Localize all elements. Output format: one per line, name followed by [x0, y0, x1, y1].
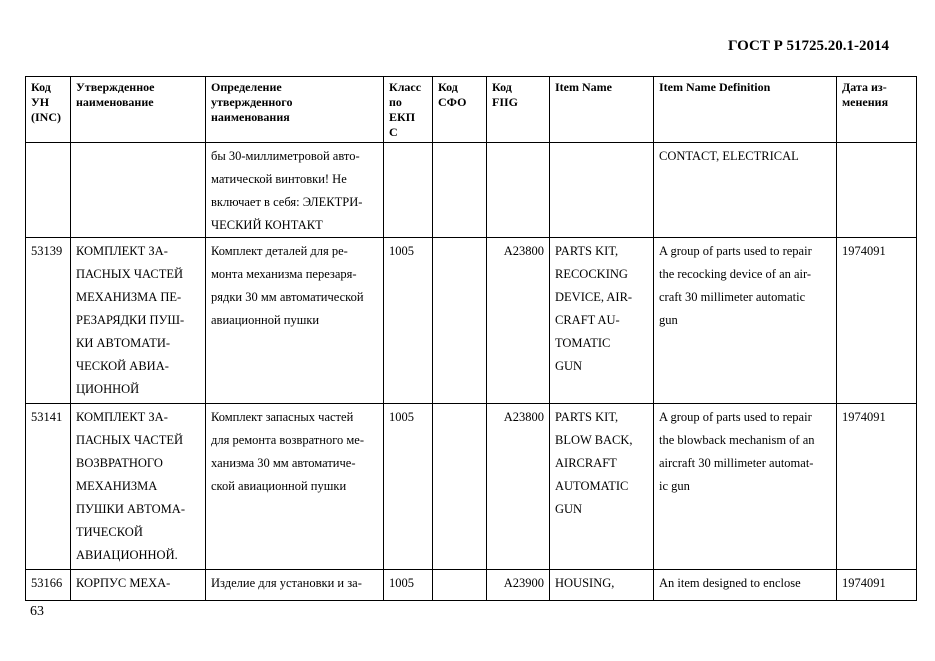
cell-inc: 53139: [26, 238, 71, 404]
cell-sfo: [433, 238, 487, 404]
cell-item-definition: CONTACT, ELECTRICAL: [654, 143, 837, 238]
cell-sfo: [433, 143, 487, 238]
cell-class: 1005: [384, 570, 433, 601]
cell-inc: [26, 143, 71, 238]
cell-item-definition: A group of parts used to repair the recocking device of an air- craft 30 millimeter automatic gun: [654, 238, 837, 404]
table-row: [26, 238, 917, 404]
column-header-definition-ru: Определение утвержденного наименования: [206, 77, 384, 143]
cell-item-definition: A group of parts used to repair the blowback mechanism of an aircraft 30 millimeter automat- ic gun: [654, 404, 837, 570]
table-row: [26, 404, 917, 570]
column-header-class: Класс по ЕКП С: [384, 77, 433, 143]
cell-name-ru: КОРПУС МЕХА-: [71, 570, 206, 601]
column-header-fiig: Код FIIG: [487, 77, 550, 143]
cell-name-ru: [71, 143, 206, 238]
cell-item-name: PARTS KIT, BLOW BACK, AIRCRAFT AUTOMATIC GUN: [550, 404, 654, 570]
cell-fiig: A23800: [487, 404, 550, 570]
cell-item-name: PARTS KIT, RECOCKING DEVICE, AIR- CRAFT AU- TOMATIC GUN: [550, 238, 654, 404]
cell-fiig: [487, 143, 550, 238]
column-header-sfo: Код СФО: [433, 77, 487, 143]
page-number: 63: [30, 604, 44, 619]
column-header-item-name: Item Name: [550, 77, 654, 143]
table-row: [26, 143, 917, 238]
cell-sfo: [433, 570, 487, 601]
cell-definition-ru: Комплект деталей для ре- монта механизма перезаря- рядки 30 мм автоматической авиационной пушки: [206, 238, 384, 404]
header-row: [26, 77, 917, 143]
cell-name-ru: КОМПЛЕКТ ЗА- ПАСНЫХ ЧАСТЕЙ ВОЗВРАТНОГО МЕХАНИЗМА ПУШКИ АВТОМА- ТИЧЕСКОЙ АВИАЦИОННОЙ.: [71, 404, 206, 570]
nomenclature-table: [25, 76, 917, 601]
cell-date: 1974091: [837, 404, 917, 570]
column-header-item-definition: Item Name Definition: [654, 77, 837, 143]
cell-inc: 53166: [26, 570, 71, 601]
cell-date: [837, 143, 917, 238]
cell-item-name: HOUSING,: [550, 570, 654, 601]
cell-item-definition: An item designed to enclose: [654, 570, 837, 601]
table-row: [26, 570, 917, 601]
cell-name-ru: КОМПЛЕКТ ЗА- ПАСНЫХ ЧАСТЕЙ МЕХАНИЗМА ПЕ- РЕЗАРЯДКИ ПУШ- КИ АВТОМАТИ- ЧЕСКОЙ АВИА- ЦИОННОЙ: [71, 238, 206, 404]
document-code: ГОСТ Р 51725.20.1-2014: [727, 38, 889, 54]
cell-sfo: [433, 404, 487, 570]
cell-class: 1005: [384, 404, 433, 570]
cell-fiig: A23800: [487, 238, 550, 404]
cell-class: 1005: [384, 238, 433, 404]
cell-definition-ru: Изделие для установки и за-: [206, 570, 384, 601]
cell-definition-ru: бы 30-миллиметровой авто- матической винтовки! Не включает в себя: ЭЛЕКТРИ- ЧЕСКИЙ КОНТАКТ: [206, 143, 384, 238]
cell-date: 1974091: [837, 570, 917, 601]
cell-definition-ru: Комплект запасных частей для ремонта возвратного ме- ханизма 30 мм автоматиче- ской авиационной пушки: [206, 404, 384, 570]
column-header-inc: Код УН (INC): [26, 77, 71, 143]
cell-date: 1974091: [837, 238, 917, 404]
cell-item-name: [550, 143, 654, 238]
cell-inc: 53141: [26, 404, 71, 570]
column-header-name-ru: Утвержденное наименование: [71, 77, 206, 143]
cell-class: [384, 143, 433, 238]
column-header-date: Дата из- менения: [837, 77, 917, 143]
cell-fiig: A23900: [487, 570, 550, 601]
